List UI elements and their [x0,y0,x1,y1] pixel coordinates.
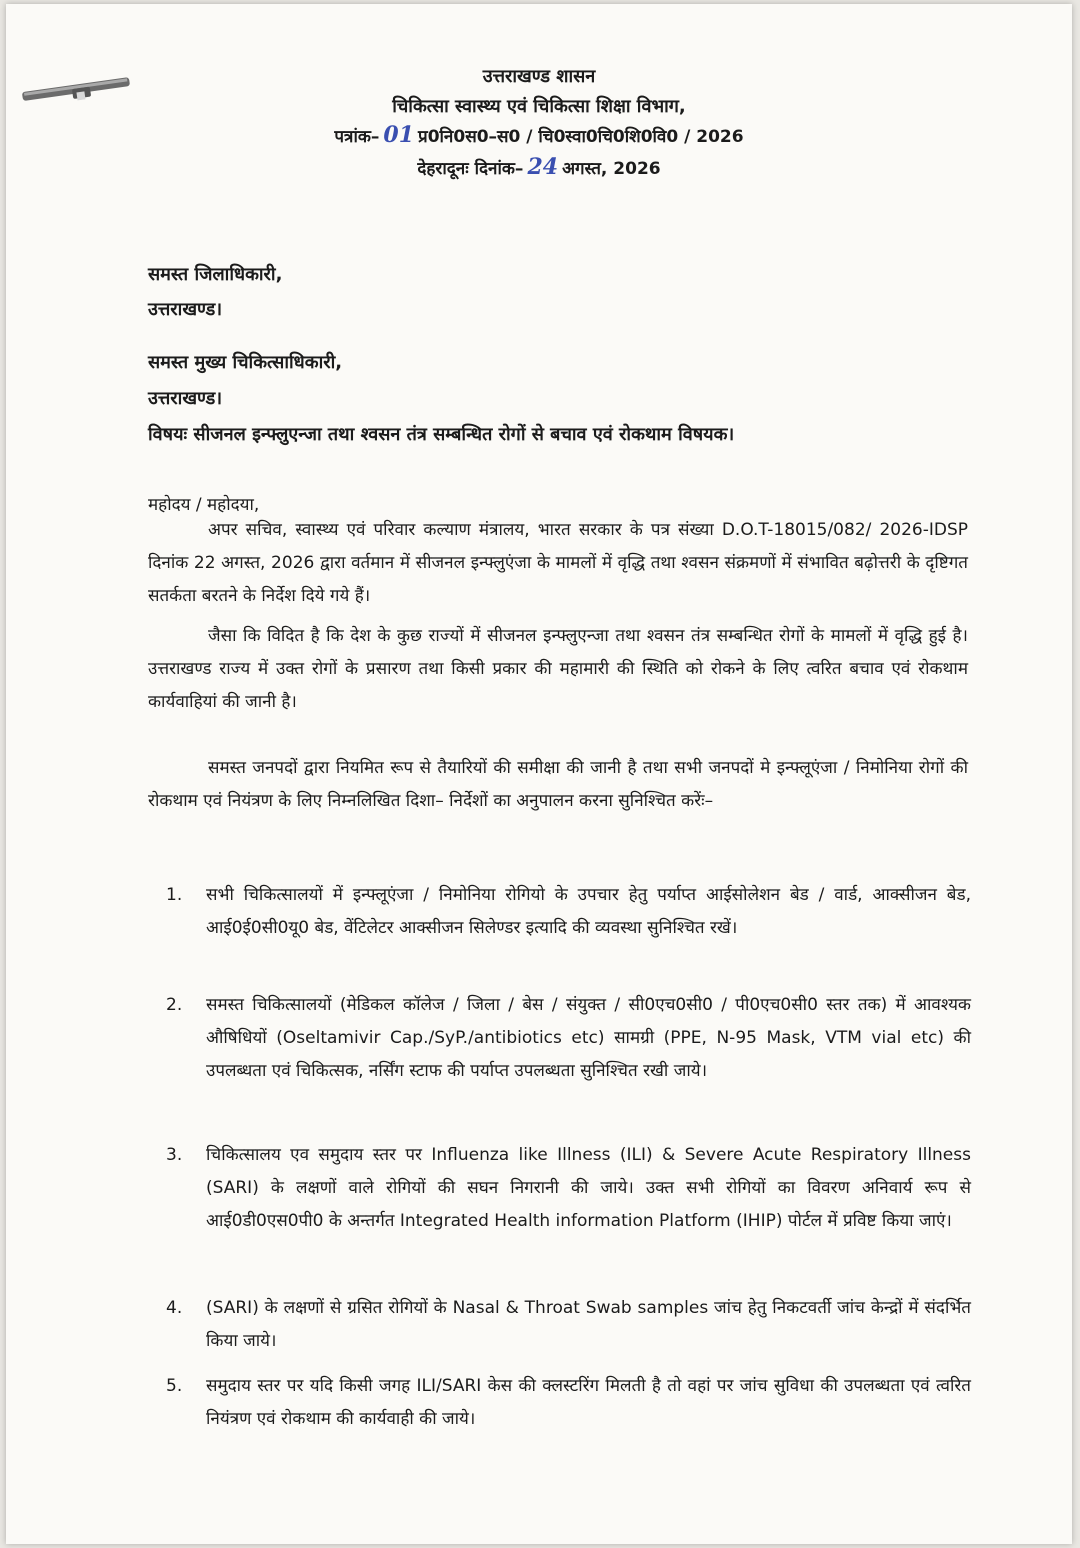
addressee-1-line1: समस्त जिलाधिकारी, [148,264,283,285]
addressee-2-line1: समस्त मुख्य चिकित्साधिकारी, [148,352,343,373]
directive-number: 5. [166,1376,183,1396]
paragraph-3-text: समस्त जनपदों द्वारा नियमित रूप से तैयारियों की समीक्षा की जानी है तथा सभी जनपदों मे इन्फ्लूएंजा / निमोनिया रोगों की रोकथाम एवं नियंत्रण के लिए निम्नलिखित दिशा– निर्देशों का अनुपालन करना सुनिश्चित करेंः– [148,758,968,811]
paragraph-3 [148,752,968,818]
directive-1 [166,879,971,945]
salutation: महोदय / महोदया, [148,495,260,515]
directive-number: 4. [166,1298,183,1318]
date-prefix: देहरादूनः दिनांक– [417,159,524,179]
date-suffix: अगस्त, 2026 [562,159,661,179]
directive-text: चिकित्सालय एव समुदाय स्तर पर Influenza like Illness (ILI) & Severe Acute Respiratory Illness (SARI) के लक्षणों वाले रोगियों की सघन निगरानी की जाये। उक्त सभी रोगियों का विवरण अनिवार्य रूप से आई0डी0एस0पी0 के अन्तर्गत Integrated Health information Platform (IHIP) पोर्टल में प्रविष्ट किया जाएं। [206,1145,971,1231]
reference-suffix: प्र0नि0स0–स0 / चि0स्वा0चि0शि0वि0 / 2026 [418,127,744,147]
directive-number: 1. [166,885,183,905]
directive-2 [166,989,971,1088]
subject-line: विषयः सीजनल इन्फ्लुएन्जा तथा श्वसन तंत्र सम्बन्धित रोगों से बचाव एवं रोकथाम विषयक। [148,424,735,445]
directive-text: सभी चिकित्सालयों में इन्फ्लूएंजा / निमोनिया रोगियो के उपचार हेतु पर्याप्त आईसोलेशन बेड / वार्ड, आक्सीजन बेड, आई0ई0सी0यू0 बेड, वेंटिलेटर आक्सीजन सिलेण्डर इत्यादि की व्यवस्था सुनिश्चित रखें। [206,885,971,938]
directive-number: 3. [166,1145,183,1165]
directive-3 [166,1139,971,1238]
letter-date [6,154,1072,180]
letter-page [6,4,1072,1544]
directive-5 [166,1370,971,1436]
handwritten-date: 24 [527,154,559,180]
directive-text: समस्त चिकित्सालयों (मेडिकल कॉलेज / जिला / बेस / संयुक्त / सी0एच0सी0 / पी0एच0सी0 स्तर तक) में आवश्यक औषिधियों (Oseltamivir Cap./SyP./antibiotics etc) सामग्री (PPE, N-95 Mask, VTM vial etc) की उपलब्धता एवं चिकित्सक, नर्सिंग स्टाफ की पर्याप्त उपलब्धता सुनिश्चित रखी जाये। [206,995,971,1081]
addressee-2-line2: उत्तराखण्ड। [148,388,223,409]
govt-header: उत्तराखण्ड शासन [482,66,596,87]
paragraph-2 [148,620,968,719]
directive-text: समुदाय स्तर पर यदि किसी जगह ILI/SARI केस की क्लस्टरिंग मिलती है तो वहां पर जांच सुविधा की उपलब्धता एवं त्वरित नियंत्रण एवं रोकथाम की कार्यवाही की जाये। [206,1376,971,1429]
reference-number [6,122,1072,148]
reference-prefix: पत्रांक– [334,127,380,147]
directive-4 [166,1292,971,1358]
directive-number: 2. [166,995,183,1015]
directive-text: (SARI) के लक्षणों से ग्रसित रोगियों के Nasal & Throat Swab samples जांच हेतु निकटवर्ती जांच केन्द्रों में संदर्भित किया जाये। [206,1298,971,1351]
paragraph-1-text: अपर सचिव, स्वास्थ्य एवं परिवार कल्याण मंत्रालय, भारत सरकार के पत्र संख्या D.O.T-18015/082/ 2026-IDSP दिनांक 22 अगस्त, 2026 द्वारा वर्तमान में सीजनल इन्फ्लुएंजा के मामलों में वृद्धि तथा श्वसन संक्रमणों में संभावित बढ़ोत्तरी के दृष्टिगत सतर्कता बरतने के निर्देश दिये गये हैं। [148,520,968,606]
paragraph-2-text: जैसा कि विदित है कि देश के कुछ राज्यों में सीजनल इन्फ्लुएन्जा तथा श्वसन तंत्र सम्बन्धित रोगों के मामलों में वृद्धि हुई है। उत्तराखण्ड राज्य में उक्त रोगों के प्रसारण तथा किसी प्रकार की महामारी की स्थिति को रोकने के लिए त्वरित बचाव एवं रोकथाम कार्यवाहियां की जानी है। [148,626,968,712]
addressee-1-line2: उत्तराखण्ड। [148,299,223,320]
handwritten-ref-no: 01 [383,122,415,148]
department-name: चिकित्सा स्वास्थ्य एवं चिकित्सा शिक्षा विभाग, [392,96,686,117]
paragraph-1 [148,514,968,613]
